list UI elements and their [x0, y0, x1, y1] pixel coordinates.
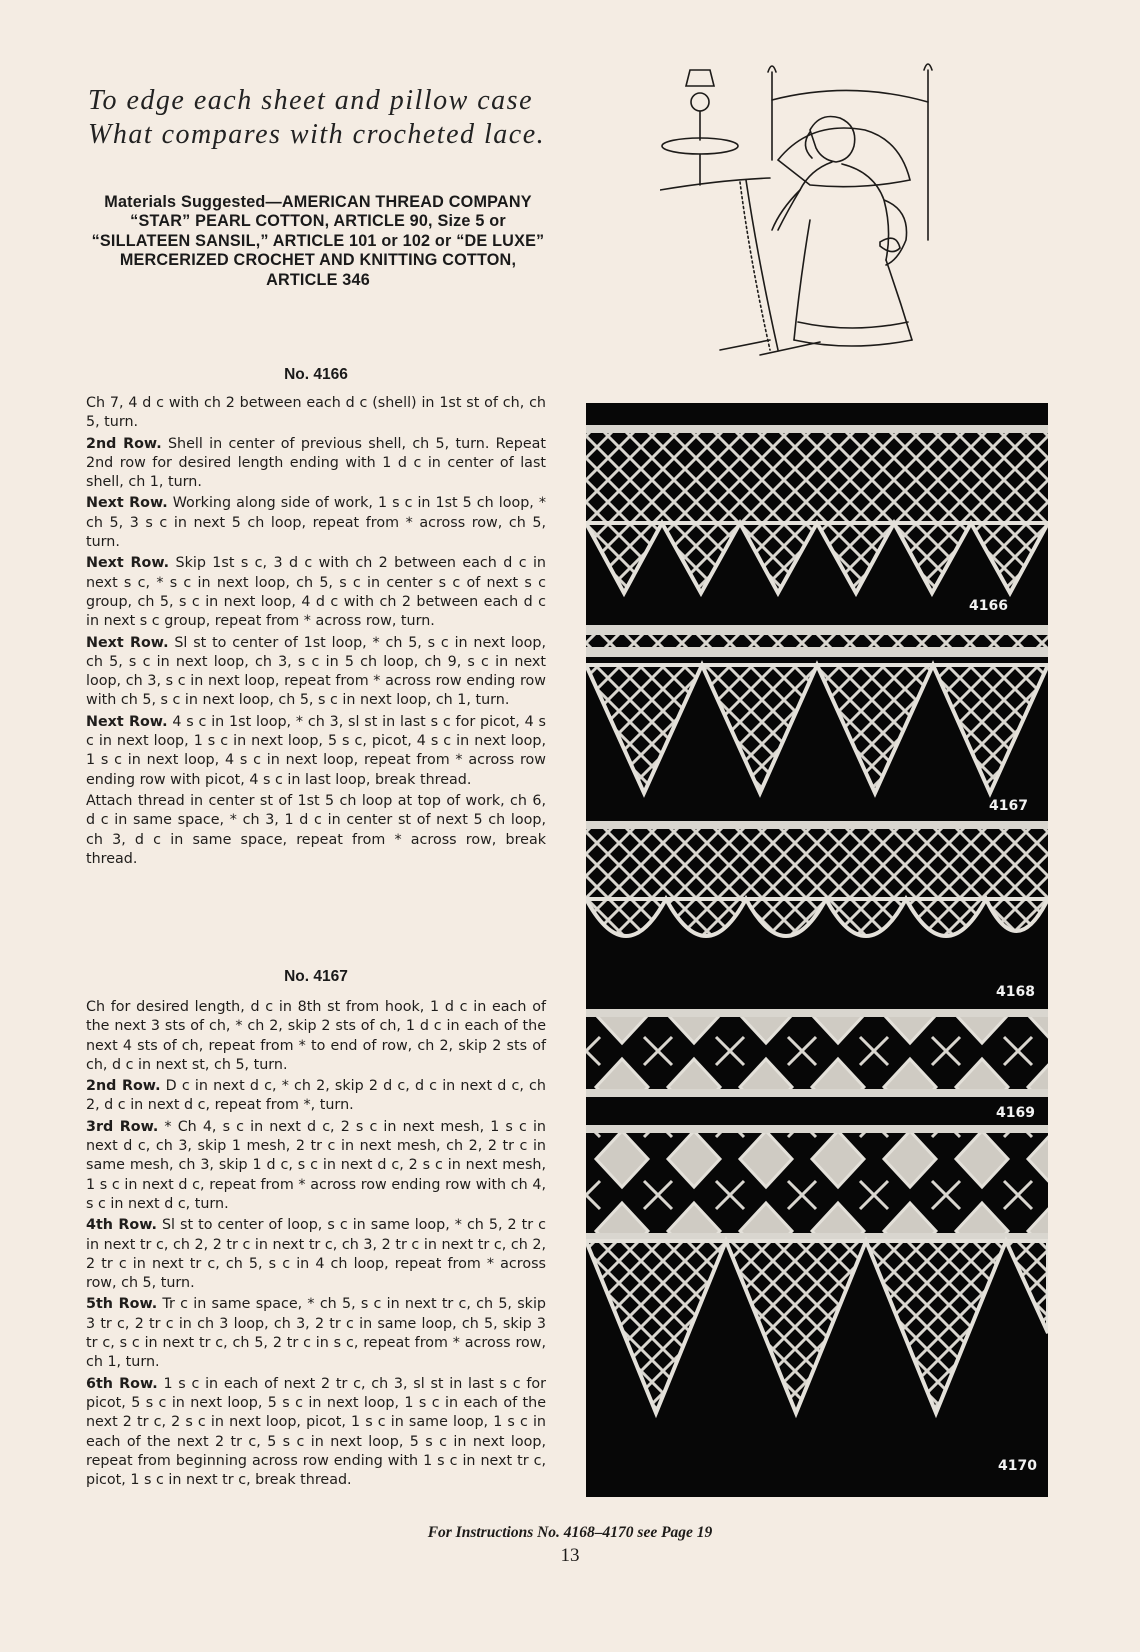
pattern-4166-instructions [86, 394, 546, 871]
strip-label-4170: 4170 [998, 1458, 1037, 1474]
strip-label-4168: 4168 [996, 984, 1035, 1000]
lace-photo-panel [586, 403, 1048, 1497]
lace-strip-4166 [586, 425, 1048, 593]
instruction-row: Ch 7, 4 d c with ch 2 between each d c (shell) in 1st st of ch, ch 5, turn. [86, 395, 546, 431]
page-number: 13 [560, 1545, 580, 1566]
instruction-row: Ch for desired length, d c in 8th st from hook, 1 d c in each of the next 3 sts of ch, * ch 2, skip 2 sts of ch, 1 d c in each of the next 4 sts of ch, repeat from * to end of row, ch 2, skip 2 sts of ch, d c in next st, ch 5, turn. [86, 999, 546, 1073]
pattern-4167-heading: No. 4167 [284, 968, 348, 985]
instruction-row: 4th Row. Sl st to center of loop, s c in same loop, * ch 5, 2 tr c in next tr c, ch 2, 2 tr c in next tr c, ch 3, 2 tr c in next tr c, ch 2, 2 tr c in next tr c, ch 5, s c in 4 ch loop, repeat from * across row, ch 5, turn. [86, 1217, 546, 1292]
strip-label-4166: 4166 [969, 598, 1008, 614]
instruction-row: Attach thread in center st of 1st 5 ch loop at top of work, ch 6, d c in same space, * ch 3, 1 d c in center st of next 5 ch loop, ch 3, d c in same space, repeat from * across row, break thread. [86, 792, 546, 867]
lace-strip-4168 [586, 821, 1048, 936]
instruction-row: 5th Row. Tr c in same space, * ch 5, s c in next tr c, ch 5, skip 3 tr c, 2 tr c in ch 3 loop, ch 3, 2 tr c in same loop, ch 5, skip 3 tr c, s c in next tr c, ch 5, 2 tr c in s c, repeat from * across row, ch 1, turn. [86, 1296, 546, 1371]
poem-line-2: What compares with crocheted lace. [88, 119, 546, 150]
lace-strip-4167 [586, 625, 1048, 793]
poem [88, 84, 558, 152]
poem-line-1: To edge each sheet and pillow case [88, 85, 534, 116]
pattern-4166-heading: No. 4166 [284, 366, 348, 383]
instruction-row: 6th Row. 1 s c in each of next 2 tr c, ch 3, sl st in last s c for picot, 5 s c in next loop, 5 s c in next loop, 1 s c in each of the next 2 tr c, 2 s c in next loop, picot, 1 s c in same loop, 1 s c in each of the next 2 tr c, 5 s c in next loop, 5 s c in next loop, repeat from beginning across row ending with 1 s c in next tr c, picot, 1 s c in next tr c, break thread. [86, 1375, 547, 1489]
instruction-row: Next Row. Skip 1st s c, 3 d c with ch 2 between each d c in next s c, * s c in next loop, ch 5, s c in center s c of next s c group, ch 5, s c in next loop, 4 d c with ch 2 between each d c in next s c group, repeat from * across row, turn. [86, 555, 546, 630]
lace-strips [586, 403, 1048, 1497]
strip-label-4167: 4167 [989, 798, 1028, 814]
lace-strip-4169 [586, 1009, 1048, 1097]
bed-illustration [660, 60, 960, 360]
materials-suggested: Materials Suggested—AMERICAN THREAD COMPANY “STAR” PEARL COTTON, ARTICLE 90, Size 5 or “SILLATEEN SANSIL,” ARTICLE 101 or 102 or “DE LUXE” MERCERIZED CROCHET AND KNITTING COTTON, ARTICLE 346 [91, 193, 545, 289]
lamp-shade [686, 70, 714, 86]
instruction-row: Next Row. 4 s c in 1st loop, * ch 3, sl st in last s c for picot, 4 s c in next loop, 1 s c in next loop, 5 s c, picot, 4 s c in next loop, 1 s c in next loop, 4 s c in next loop, repeat from * across row ending row with picot, 4 s c in last loop, break thread. [86, 713, 546, 788]
instruction-row: Next Row. Sl st to center of 1st loop, * ch 5, s c in next loop, ch 5, s c in next loop, ch 3, s c in 5 ch loop, ch 9, s c in next loop, ch 3, s c in next loop, repeat from * across row ending row with ch 5, s c in next loop, ch 5, s c in next loop, ch 1, turn. [86, 634, 546, 709]
instruction-row: 2nd Row. D c in next d c, * ch 2, skip 2 d c, d c in next d c, ch 2, d c in next d c, repeat from *, turn. [86, 1078, 546, 1114]
instruction-row: 3rd Row. * Ch 4, s c in next d c, 2 s c in next mesh, 1 s c in next d c, ch 3, skip 1 mesh, 2 tr c in next mesh, ch 2, 2 tr c in same mesh, ch 3, skip 1 d c, s c in next d c, 2 s c in next mesh, 1 s c in next d c, repeat from * across row ending row with ch 4, s c in next d c, turn. [86, 1118, 546, 1212]
pattern-4167-instructions [86, 998, 546, 1492]
instruction-row: Next Row. Working along side of work, 1 s c in 1st 5 ch loop, * ch 5, 3 s c in next 5 ch loop, repeat from * across row, ch 5, turn. [86, 495, 546, 551]
footer-note: For Instructions No. 4168–4170 see Page 19 [427, 1524, 713, 1541]
instruction-row: 2nd Row. Shell in center of previous shell, ch 5, turn. Repeat 2nd row for desired length ending with 1 d c in center of last shell, ch 1, turn. [86, 435, 546, 491]
lace-strip-4170 [586, 1125, 1048, 1413]
strip-label-4169-visible: 4169 [996, 1105, 1035, 1121]
